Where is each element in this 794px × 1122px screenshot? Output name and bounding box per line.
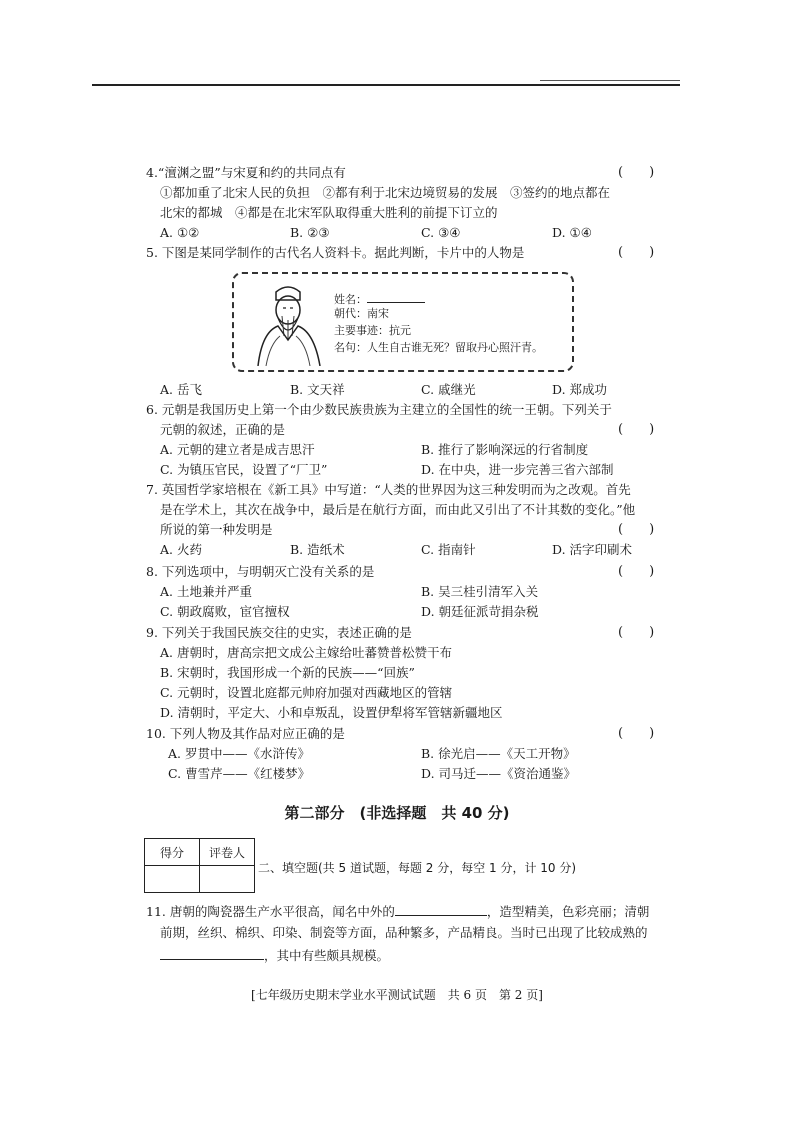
q9-option-b: B. 宋朝时，我国形成一个新的民族——“回族” (160, 665, 415, 680)
q11-line1 (146, 903, 649, 920)
score-header: 得分 (145, 839, 200, 866)
q5-stem: 5. 下图是某同学制作的古代名人资料卡。据此判断，卡片中的人物是 (146, 245, 525, 260)
q9-option-c: C. 元朝时，设置北庭都元帅府加强对西藏地区的管辖 (160, 685, 453, 700)
card-name-blank (367, 290, 425, 303)
grader-cell[interactable] (200, 866, 255, 893)
q10-option-b: B. 徐光启——《天工开物》 (421, 746, 576, 761)
q5-answer-paren: ( ) (618, 245, 655, 260)
q7-answer-paren: ( ) (618, 522, 655, 537)
q7-option-b: B. 造纸术 (290, 542, 345, 557)
q7-option-c: C. 指南针 (421, 542, 476, 557)
q7-option-d: D. 活字印刷术 (552, 542, 633, 557)
q11-text-b: ，造型精美，色彩亮丽；清朝 (486, 904, 650, 919)
q7-stem-line3: 所说的第一种发明是 (160, 522, 273, 537)
q6-option-a: A. 元朝的建立者是成吉思汗 (160, 442, 315, 457)
card-dynasty: 朝代：南宋 (334, 307, 389, 320)
top-rule (92, 84, 680, 86)
q6-stem-line1: 6. 元朝是我国历史上第一个由少数民族贵族为主建立的全国性的统一王朝。下列关于 (146, 402, 612, 417)
q4-option-d: D. ①④ (552, 225, 592, 240)
q6-option-d: D. 在中央，进一步完善三省六部制 (421, 462, 614, 477)
q5-option-a: A. 岳飞 (160, 382, 202, 397)
q4-option-a: A. ①② (160, 225, 200, 240)
card-name-label: 姓名： (334, 293, 367, 306)
score-cell[interactable] (145, 866, 200, 893)
part2-title: 第二部分 (非选择题 共 40 分) (284, 804, 510, 822)
q7-stem-line2: 是在学术上，其次在战争中，最后是在航行方面，而由此又引出了不计其数的变化。”他 (160, 502, 636, 517)
q8-answer-paren: ( ) (618, 564, 655, 579)
grader-header: 评卷人 (200, 839, 255, 866)
q6-option-c: C. 为镇压官民，设置了“厂卫” (160, 462, 328, 477)
q10-option-c: C. 曹雪芹——《红楼梦》 (168, 766, 311, 781)
q6-option-b: B. 推行了影响深远的行省制度 (421, 442, 589, 457)
card-deeds: 主要事迹：抗元 (334, 324, 411, 337)
q7-stem-line1: 7. 英国哲学家培根在《新工具》中写道：“人类的世界因为这三种发明而为之改观。首先 (146, 482, 631, 497)
card-quote: 名句：人生自古谁无死？留取丹心照汗青。 (334, 341, 543, 354)
q10-stem: 10. 下列人物及其作品对应正确的是 (146, 726, 345, 741)
q9-option-d: D. 清朝时，平定大、小和卓叛乱，设置伊犁将军管辖新疆地区 (160, 705, 503, 720)
q11-blank-1[interactable] (395, 903, 487, 916)
q11-line2: 前期，丝织、棉织、印染、制瓷等方面，品种繁多，产品精良。当时已出现了比较成熟的 (160, 925, 648, 940)
q10-answer-paren: ( ) (618, 726, 655, 741)
q11-text-a: 11. 唐朝的陶瓷器生产水平很高，闻名中外的 (146, 904, 395, 919)
q5-option-c: C. 戚继光 (421, 382, 476, 397)
q5-option-b: B. 文天祥 (290, 382, 345, 397)
q4-statements-line1: ①都加重了北宋人民的负担 ②都有利于北宋边境贸易的发展 ③签约的地点都在 (160, 185, 611, 200)
q9-option-a: A. 唐朝时，唐高宗把文成公主嫁给吐蕃赞普松赞干布 (160, 645, 452, 660)
q8-option-c: C. 朝政腐败，宦官擅权 (160, 604, 290, 619)
q8-option-d: D. 朝廷征派苛捐杂税 (421, 604, 539, 619)
fill-blank-section-heading: 二、填空题(共 5 道试题，每题 2 分，每空 1 分，计 10 分) (258, 861, 577, 875)
q8-option-b: B. 吴三桂引清军入关 (421, 584, 539, 599)
q10-option-a: A. 罗贯中——《水浒传》 (168, 746, 310, 761)
q6-answer-paren: ( ) (618, 422, 655, 437)
q11-line3 (160, 947, 389, 964)
q4-option-b: B. ②③ (290, 225, 330, 240)
q8-option-a: A. 土地兼并严重 (160, 584, 252, 599)
score-table (144, 838, 255, 893)
top-rule-short (540, 80, 680, 81)
card-name-row (334, 290, 425, 307)
q4-option-c: C. ③④ (421, 225, 461, 240)
portrait-illustration (248, 280, 328, 366)
q11-text-c: ，其中有些颇具规模。 (264, 948, 390, 963)
q7-option-a: A. 火药 (160, 542, 202, 557)
q9-answer-paren: ( ) (618, 625, 655, 640)
q11-blank-2[interactable] (160, 947, 264, 960)
q6-stem-line2: 元朝的叙述，正确的是 (160, 422, 286, 437)
q5-option-d: D. 郑成功 (552, 382, 608, 397)
page-footer: [七年级历史期末学业水平测试试题 共 6 页 第 2 页] (251, 988, 543, 1002)
q4-statements-line2: 北宋的都城 ④都是在北宋军队取得重大胜利的前提下订立的 (160, 205, 498, 220)
q4-stem: 4.“澶渊之盟”与宋夏和约的共同点有 (146, 165, 346, 180)
q8-stem: 8. 下列选项中，与明朝灭亡没有关系的是 (146, 564, 375, 579)
q9-stem: 9. 下列关于我国民族交往的史实，表述正确的是 (146, 625, 412, 640)
q4-answer-paren: ( ) (618, 165, 655, 180)
q10-option-d: D. 司马迁——《资治通鉴》 (421, 766, 577, 781)
